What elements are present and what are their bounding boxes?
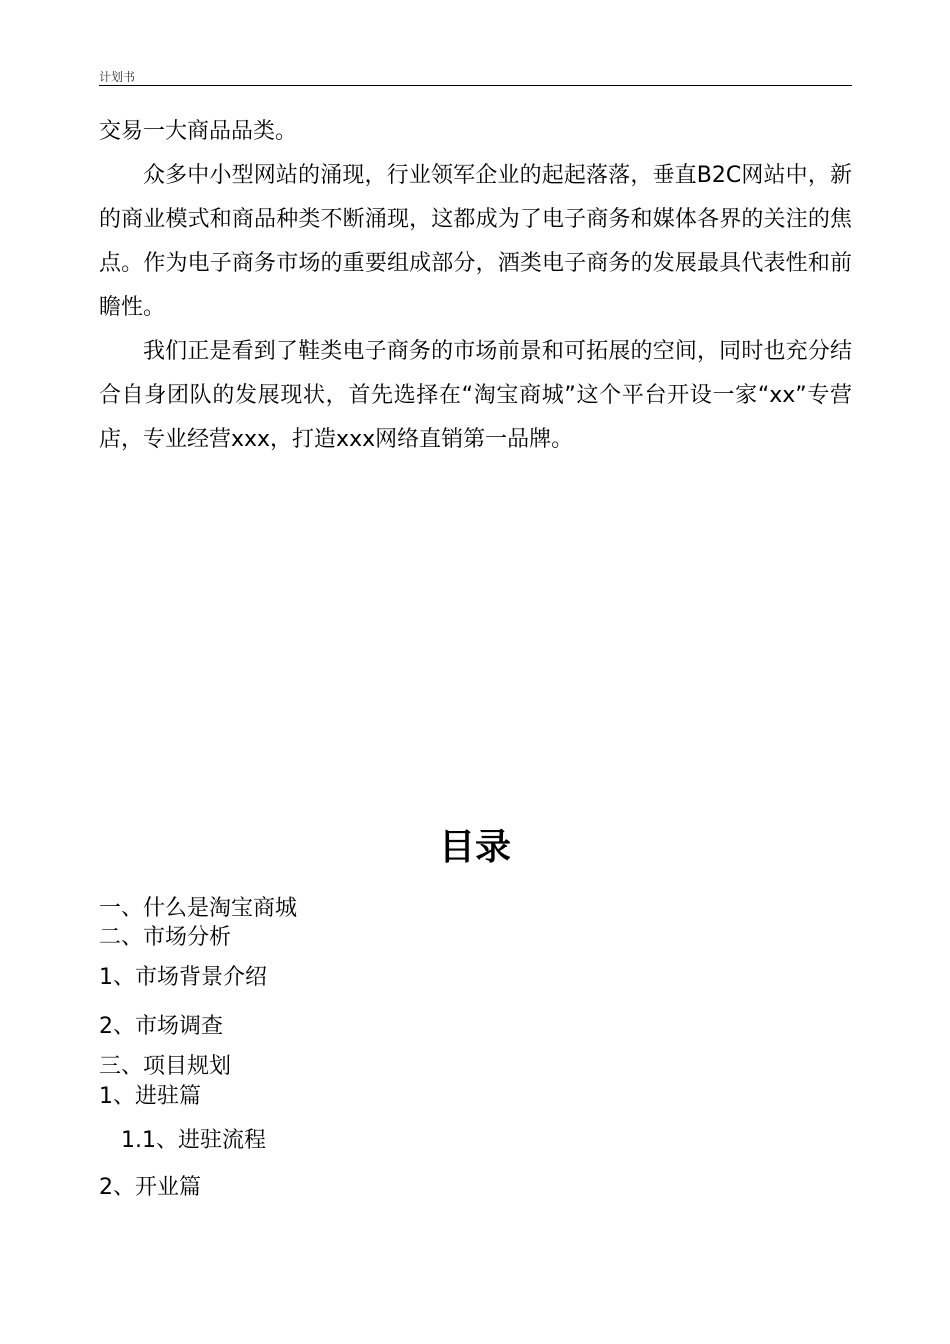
page-header-title: 计划书 xyxy=(99,70,136,84)
toc-item-4: 2、市场调查 xyxy=(99,1014,223,1039)
toc-item-7: 1.1、进驻流程 xyxy=(121,1128,266,1153)
body-paragraph-3: 我们正是看到了鞋类电子商务的市场前景和可拓展的空间，同时也充分结合自身团队的发展现状，首先选择在“淘宝商城”这个平台开设一家“xx”专营店，专业经营xxx，打造xxx网络直销第一品牌。 xyxy=(99,339,852,452)
toc-item-6: 1、进驻篇 xyxy=(99,1084,201,1109)
toc-item-8: 2、开业篇 xyxy=(99,1175,201,1200)
header-divider xyxy=(99,85,852,86)
toc-title: 目录 xyxy=(438,827,511,868)
toc-item-2: 二、市场分析 xyxy=(99,925,232,950)
toc-item-5: 三、项目规划 xyxy=(99,1054,232,1079)
body-paragraph-1: 交易一大商品品类。 xyxy=(99,119,298,144)
toc-item-1: 一、什么是淘宝商城 xyxy=(99,896,298,921)
body-paragraph-2: 众多中小型网站的涌现，行业领军企业的起起落落，垂直B2C网站中，新的商业模式和商品种类不断涌现，这都成为了电子商务和媒体各界的关注的焦点。作为电子商务市场的重要组成部分，酒类电子商务的发展最具代表性和前瞻性。 xyxy=(99,163,852,320)
toc-item-3: 1、市场背景介绍 xyxy=(99,965,267,990)
